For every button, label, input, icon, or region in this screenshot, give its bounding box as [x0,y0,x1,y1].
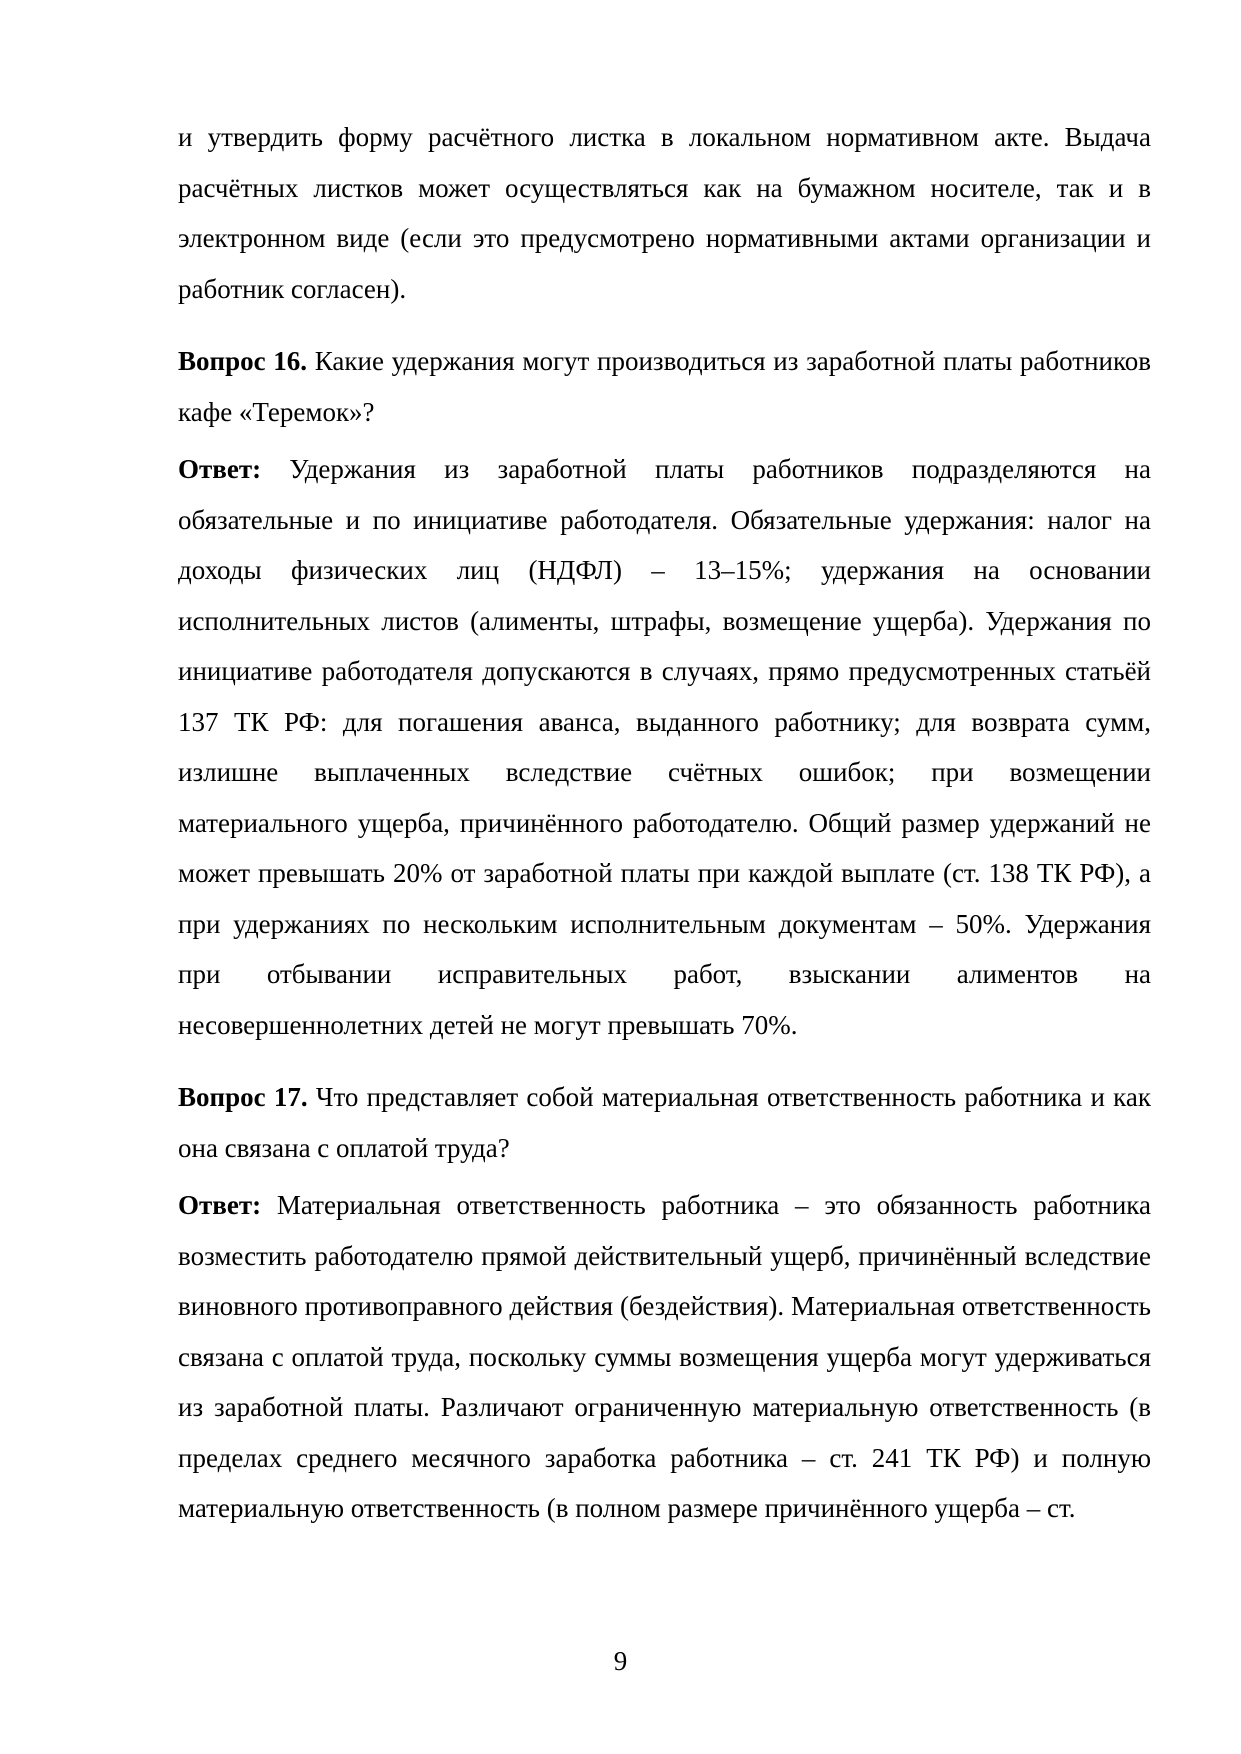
question-17-text: Что представляет собой материальная ответственность работника и как она связана с оплатой труда? [178,1082,1151,1163]
page-number: 9 [613,1646,628,1676]
question-17-label: Вопрос 17. [178,1082,308,1112]
answer-17-label: Ответ: [178,1190,262,1220]
answer-16 [178,444,1151,1050]
answer-17-text: Материальная ответственность работника – это обязанность работника возместить работодателю прямой действительный ущерб, причинённый вследствие виновного противоправного действия (бездействия). Материальная ответственность связана с оплатой труда, поскольку суммы возмещения ущерба могут удерживаться из заработной платы. Различают ограниченную материальную ответственность (в пределах среднего месячного заработка работника – ст. 241 ТК РФ) и полную материальную ответственность (в полном размере причинённого ущерба – ст. [178,1190,1151,1523]
page-content [178,112,1151,1534]
answer-16-text: Удержания из заработной платы работников подразделяются на обязательные и по инициативе работодателя. Обязательные удержания: налог на доходы физических лиц (НДФЛ) – 13–15%; удержания на основании исполнительных листов (алименты, штрафы, возмещение ущерба). Удержания по инициативе работодателя допускаются в случаях, прямо предусмотренных статьёй 137 ТК РФ: для погашения аванса, выданного работнику; для возврата сумм, излишне выплаченных вследствие счётных ошибок; при возмещении материального ущерба, причинённого работодателю. Общий размер удержаний не может превышать 20% от заработной платы при каждой выплате (ст. 138 ТК РФ), а при удержаниях по нескольким исполнительным документам – 50%. Удержания при отбывании исправительных работ, взыскании алиментов на несовершеннолетних детей не могут превышать 70%. [178,454,1151,1040]
question-16-label: Вопрос 16. [178,346,308,376]
question-17 [178,1072,1151,1173]
intro-paragraph: и утвердить форму расчётного листка в локальном нормативном акте. Выдача расчётных листков может осуществляться как на бумажном носителе, так и в электронном виде (если это предусмотрено нормативными актами организации и работник согласен). [178,122,1151,304]
answer-17 [178,1180,1151,1534]
question-16-text: Какие удержания могут производиться из заработной платы работников кафе «Теремок»? [178,346,1151,427]
question-16 [178,336,1151,437]
answer-16-label: Ответ: [178,454,262,484]
